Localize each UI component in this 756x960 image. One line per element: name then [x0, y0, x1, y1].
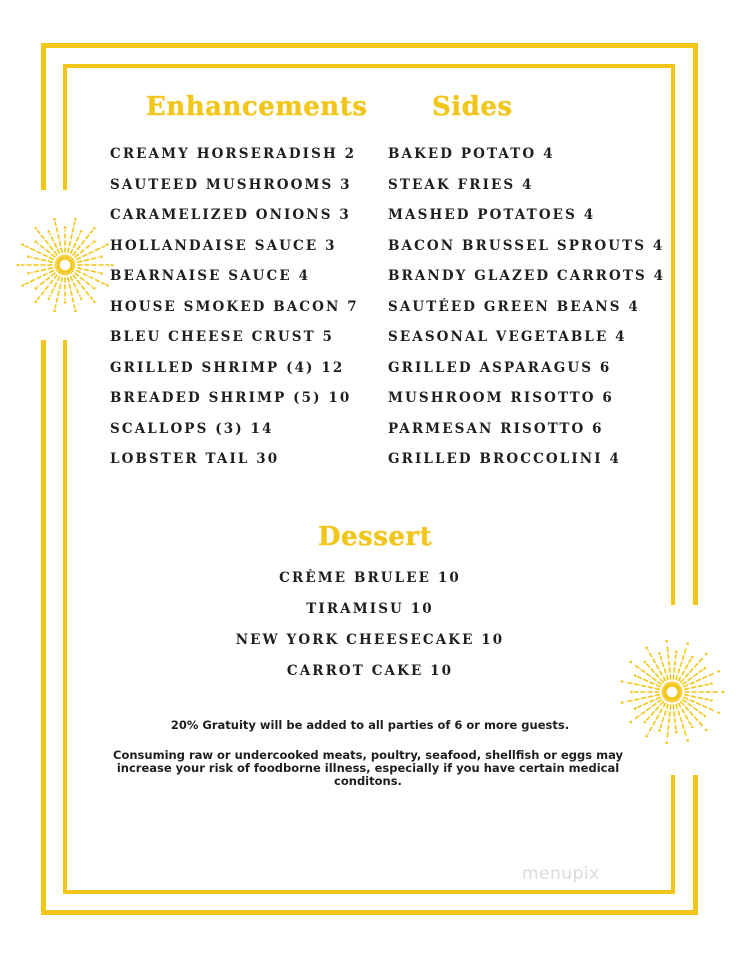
list-item: GRILLED BROCCOLINI 4 [388, 451, 621, 467]
list-item: CARROT CAKE 10 [286, 663, 454, 679]
left-firework-icon [15, 200, 115, 330]
list-item: STEAK FRIES 4 [388, 176, 534, 193]
list-item: MASHED POTATOES 4 [388, 207, 596, 223]
gratuity-note: 20% Gratuity will be added to all parties of 6 or more guests. [170, 718, 570, 732]
enhancements-list [110, 144, 359, 480]
sides-list [388, 144, 665, 480]
list-item: CREAMY HORSERADISH 2 [110, 146, 357, 162]
list-item: TIRAMISU 10 [306, 601, 434, 617]
list-item: BAKED POTATO 4 [388, 146, 555, 162]
heading-dessert: Dessert [318, 522, 433, 552]
list-item: SAUTEED MUSHROOMS 3 [110, 176, 352, 193]
list-item: MUSHROOM RISOTTO 6 [388, 390, 614, 406]
list-item: BREADED SHRIMP (5) 10 [110, 390, 352, 406]
list-item: BRANDY GLAZED CARROTS 4 [388, 268, 666, 284]
list-item: BACON BRUSSEL SPROUTS 4 [388, 237, 665, 254]
dessert-list [100, 567, 640, 691]
list-item: GRILLED SHRIMP (4) 12 [110, 359, 345, 376]
menupix-watermark: menupix [522, 864, 600, 884]
list-item: NEW YORK CHEESECAKE 10 [235, 632, 505, 648]
food-safety-warning: Consuming raw or undercooked meats, poultry, seafood, shellfish or eggs may increase your risk of foodborne illness, especially if you have certain medical conditons. [113, 748, 623, 788]
heading-enhancements: Enhancements [146, 92, 368, 122]
list-item: CRÈME BRULEE 10 [279, 570, 461, 586]
heading-sides: Sides [432, 92, 513, 122]
list-item: BEARNAISE SAUCE 4 [110, 268, 311, 284]
list-item: HOUSE SMOKED BACON 7 [110, 298, 359, 315]
list-item: LOBSTER TAIL 30 [110, 451, 280, 467]
list-item: SEASONAL VEGETABLE 4 [388, 329, 627, 345]
list-item: PARMESAN RISOTTO 6 [388, 420, 604, 437]
list-item: HOLLANDAISE SAUCE 3 [110, 237, 337, 254]
list-item: BLEU CHEESE CRUST 5 [110, 329, 335, 345]
list-item: SAUTÉED GREEN BEANS 4 [388, 298, 640, 315]
list-item: SCALLOPS (3) 14 [110, 420, 274, 437]
list-item: GRILLED ASPARAGUS 6 [388, 359, 612, 376]
list-item: CARAMELIZED ONIONS 3 [110, 207, 351, 223]
